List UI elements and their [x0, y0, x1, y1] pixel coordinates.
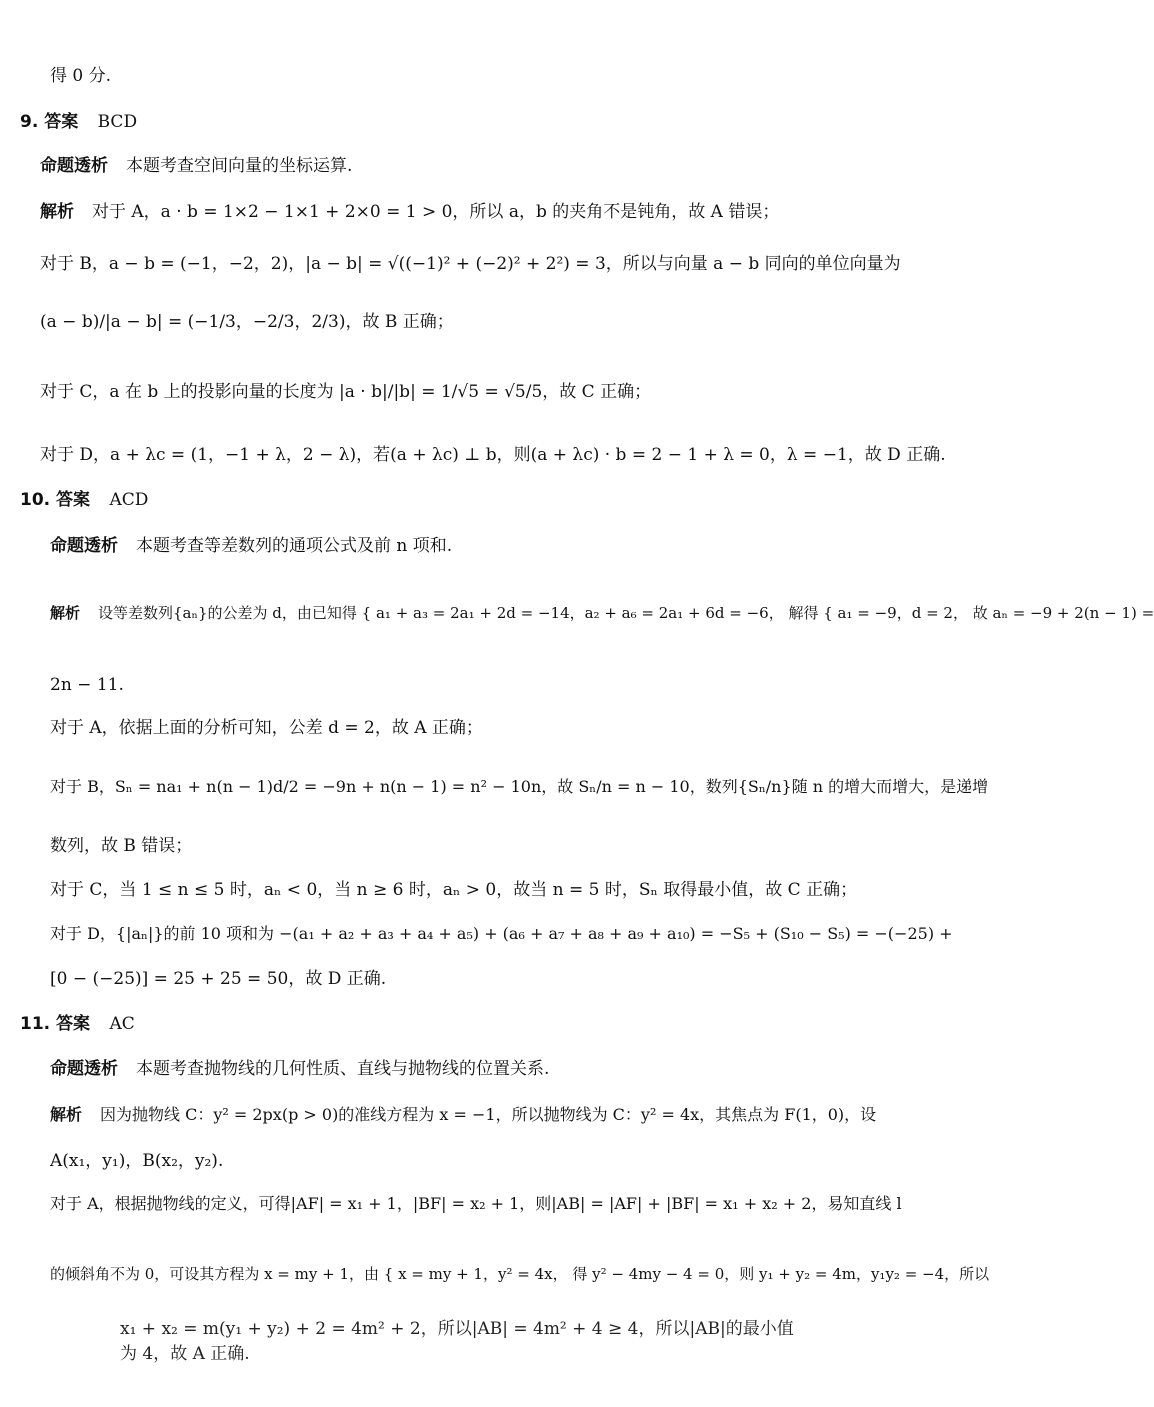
q11-a-line3-text: x₁ + x₂ = m(y₁ + y₂) + 2 = 4m² + 2，所以|AB| = 4m² + 4 ≥ 4，所以|AB|的最小值为 4，故 A 正确.: [120, 1319, 794, 1364]
q9-intro-text: 本题考查空间向量的坐标运算.: [126, 156, 353, 176]
q9-a-text: 对于 A，a · b = 1×2 − 1×1 + 2×0 = 1 > 0，所以 a，b 的夹角不是钝角，故 A 错误；: [92, 202, 780, 222]
q9-b-line1: 对于 B，a − b = (−1，−2，2)，|a − b| = √((−1)² + (−2)² + 2²) = 3，所以与向量 a − b 同向的单位向量为: [40, 254, 901, 274]
q11-intro-label: 命题透析: [50, 1059, 118, 1079]
q10-solution-text: 设等差数列{aₙ}的公差为 d，由已知得 { a₁ + a₃ = 2a₁ + 2d = −14，a₂ + a₆ = 2a₁ + 6d = −6， 解得 { a₁ = −9，d = 2， 故 aₙ = −9 + 2(n − 1) =: [98, 604, 1154, 622]
q10-intro-label: 命题透析: [50, 536, 118, 556]
q11-solution-line2: A(x₁，y₁)，B(x₂，y₂).: [50, 1151, 224, 1171]
q10-b-line1: 对于 B，Sₙ = na₁ + n(n − 1)d/2 = −9n + n(n − 1) = n² − 10n，故 Sₙ/n = n − 10，数列{Sₙ/n}随 n 的增大而增大，是递增: [50, 777, 989, 796]
q10-number: 10. 答案: [20, 490, 91, 510]
q9-answer-value: BCD: [97, 112, 138, 132]
q11-number: 11. 答案: [20, 1014, 91, 1034]
q9-solution-a: [40, 200, 779, 224]
q9-intro-label: 命题透析: [40, 156, 108, 176]
q10-intro-text: 本题考查等差数列的通项公式及前 n 项和.: [136, 536, 453, 556]
line-score: 得 0 分.: [50, 66, 112, 86]
q10-a-line: 对于 A，依据上面的分析可知，公差 d = 2，故 A 正确；: [50, 718, 483, 738]
q9-d-line: 对于 D，a + λc = (1，−1 + λ，2 − λ)，若(a + λc) ⊥ b，则(a + λc) · b = 2 − 1 + λ = 0，λ = −1，故 D 正确.: [40, 445, 946, 465]
q9-b-line2: (a − b)/|a − b| = (−1/3，−2/3，2/3)，故 B 正确；: [40, 312, 454, 332]
q9-solution-label: 解析: [40, 202, 74, 222]
q10-b-line2: 数列，故 B 错误；: [50, 836, 193, 856]
q11-intro: [50, 1057, 549, 1081]
q10-answer-value: ACD: [109, 490, 149, 510]
q9-intro: [40, 154, 352, 178]
q10-solution: [50, 601, 1154, 625]
q11-intro-text: 本题考查抛物线的几何性质、直线与抛物线的位置关系.: [136, 1059, 550, 1079]
q11-a-line1: 对于 A，根据抛物线的定义，可得|AF| = x₁ + 1，|BF| = x₂ + 1，则|AB| = |AF| + |BF| = x₁ + x₂ + 2，易知直线 l: [50, 1194, 902, 1213]
q9-c-line: 对于 C，a 在 b 上的投影向量的长度为 |a · b|/|b| = 1/√5 = √5/5，故 C 正确；: [40, 382, 652, 402]
q10-c-line: 对于 C，当 1 ≤ n ≤ 5 时，aₙ < 0，当 n ≥ 6 时，aₙ > 0，故当 n = 5 时，Sₙ 取得最小值，故 C 正确；: [50, 880, 858, 900]
q10-d-line2: [0 − (−25)] = 25 + 25 = 50，故 D 正确.: [50, 969, 387, 989]
q9-answer: [20, 110, 137, 134]
q11-a-line2: 的倾斜角不为 0，可设其方程为 x = my + 1，由 { x = my + 1，y² = 4x， 得 y² − 4my − 4 = 0，则 y₁ + y₂ = 4m，y₁y₂ = −4，所以: [50, 1265, 990, 1283]
q10-solution-line2: 2n − 11.: [50, 675, 124, 695]
q11-solution-text: 因为抛物线 C：y² = 2px(p > 0)的准线方程为 x = −1，所以抛物线为 C：y² = 4x，其焦点为 F(1，0)，设: [100, 1105, 877, 1124]
q11-a-line3-cropped: [120, 1319, 800, 1364]
q10-d-line1: 对于 D，{|aₙ|}的前 10 项和为 −(a₁ + a₂ + a₃ + a₄ + a₅) + (a₆ + a₇ + a₈ + a₉ + a₁₀) = −S₅ + (S₁₀ − S₅) = −(−25) +: [50, 924, 953, 943]
q10-answer: [20, 488, 148, 512]
q11-answer: [20, 1012, 135, 1036]
q10-solution-label: 解析: [50, 604, 81, 622]
q9-number: 9. 答案: [20, 112, 79, 132]
q11-solution-label: 解析: [50, 1105, 83, 1124]
q10-intro: [50, 534, 452, 558]
q11-answer-value: AC: [109, 1014, 135, 1034]
q11-solution: [50, 1103, 876, 1127]
